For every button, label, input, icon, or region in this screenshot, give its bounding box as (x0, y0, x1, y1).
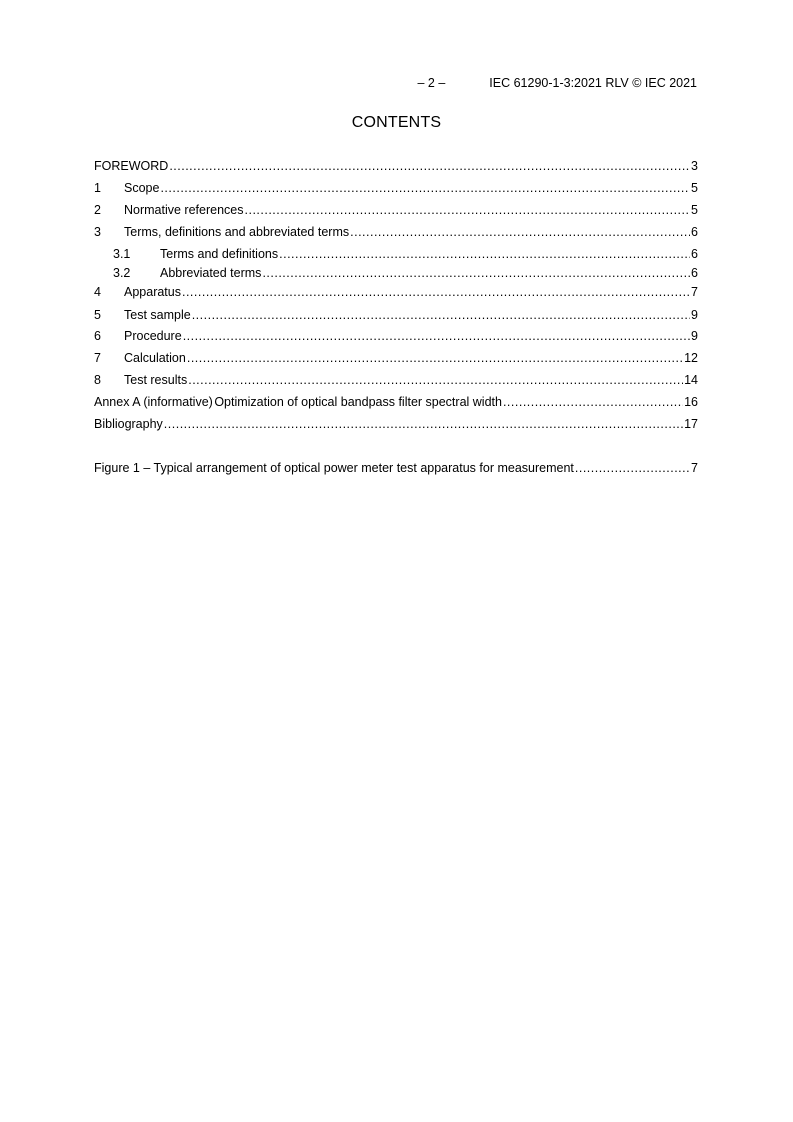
figure-label: Figure 1 – Typical arrangement of optical power meter test apparatus for measurement (94, 461, 574, 475)
toc-label: Test sample (124, 308, 191, 322)
leader-dots (188, 372, 683, 388)
toc-entry-normative-references[interactable] (94, 202, 698, 218)
toc-entry-annex-a[interactable] (94, 394, 698, 410)
toc-label: Bibliography (94, 417, 163, 431)
toc-page-number: 5 (691, 203, 698, 217)
toc-page-number: 17 (684, 417, 698, 431)
toc-number: 4 (94, 285, 101, 299)
toc-label: FOREWORD (94, 159, 169, 173)
toc-number: 1 (94, 181, 101, 195)
toc-entry-foreword[interactable] (94, 158, 698, 174)
leader-dots (575, 460, 690, 476)
toc-page-number: 6 (691, 247, 698, 261)
leader-dots (164, 416, 683, 432)
toc-label: Abbreviated terms (160, 266, 262, 280)
toc-page-number: 9 (691, 329, 698, 343)
leader-dots (182, 284, 690, 300)
figure-page-number: 7 (691, 461, 698, 475)
toc-number: 5 (94, 308, 101, 322)
leader-dots (245, 202, 691, 218)
toc-number: 7 (94, 351, 101, 365)
toc-entry-test-sample[interactable] (94, 307, 698, 323)
leader-dots (183, 328, 690, 344)
toc-number: 3.2 (113, 266, 131, 280)
toc-annex-number: Annex A (informative) (94, 395, 213, 409)
toc-entry-bibliography[interactable] (94, 416, 698, 432)
toc-page-number: 12 (684, 351, 698, 365)
toc-label: Apparatus (124, 285, 181, 299)
toc-label: Normative references (124, 203, 244, 217)
leader-dots (279, 246, 690, 262)
toc-label: Scope (124, 181, 160, 195)
figure-entry-1[interactable] (94, 460, 698, 476)
toc-page-number: 7 (691, 285, 698, 299)
document-id: IEC 61290-1-3:2021 RLV © IEC 2021 (489, 76, 697, 90)
toc-page-number: 6 (691, 266, 698, 280)
toc-label: Optimization of optical bandpass filter spectral width (214, 395, 502, 409)
toc-entry-abbreviated-terms[interactable] (113, 265, 698, 281)
toc-number: 3.1 (113, 247, 131, 261)
toc-number: 8 (94, 373, 101, 387)
toc-entry-terms-definitions[interactable] (94, 224, 698, 240)
toc-label: Procedure (124, 329, 182, 343)
toc-page-number: 9 (691, 308, 698, 322)
toc-number: 2 (94, 203, 101, 217)
toc-entry-apparatus[interactable] (94, 284, 698, 300)
leader-dots (503, 394, 683, 410)
leader-dots (262, 265, 690, 281)
toc-number: 6 (94, 329, 101, 343)
leader-dots (192, 307, 690, 323)
toc-page-number: 3 (691, 159, 698, 173)
page-header (417, 76, 697, 90)
toc-page-number: 6 (691, 225, 698, 239)
toc-label: Terms, definitions and abbreviated terms (124, 225, 350, 239)
toc-page-number: 16 (684, 395, 698, 409)
toc-entry-calculation[interactable] (94, 350, 698, 366)
toc-number: 3 (94, 225, 101, 239)
leader-dots (187, 350, 683, 366)
toc-label: Calculation (124, 351, 186, 365)
page-title: CONTENTS (351, 114, 442, 131)
toc-entry-terms-and-definitions[interactable] (113, 246, 698, 262)
toc-label: Test results (124, 373, 188, 387)
toc-entry-test-results[interactable] (94, 372, 698, 388)
leader-dots (350, 224, 690, 240)
toc-page-number: 14 (684, 373, 698, 387)
leader-dots (169, 158, 690, 174)
toc-page-number: 5 (691, 181, 698, 195)
leader-dots (160, 180, 690, 196)
toc-entry-procedure[interactable] (94, 328, 698, 344)
toc-label: Terms and definitions (160, 247, 279, 261)
toc-entry-scope[interactable] (94, 180, 698, 196)
page-number: – 2 – (417, 76, 446, 90)
